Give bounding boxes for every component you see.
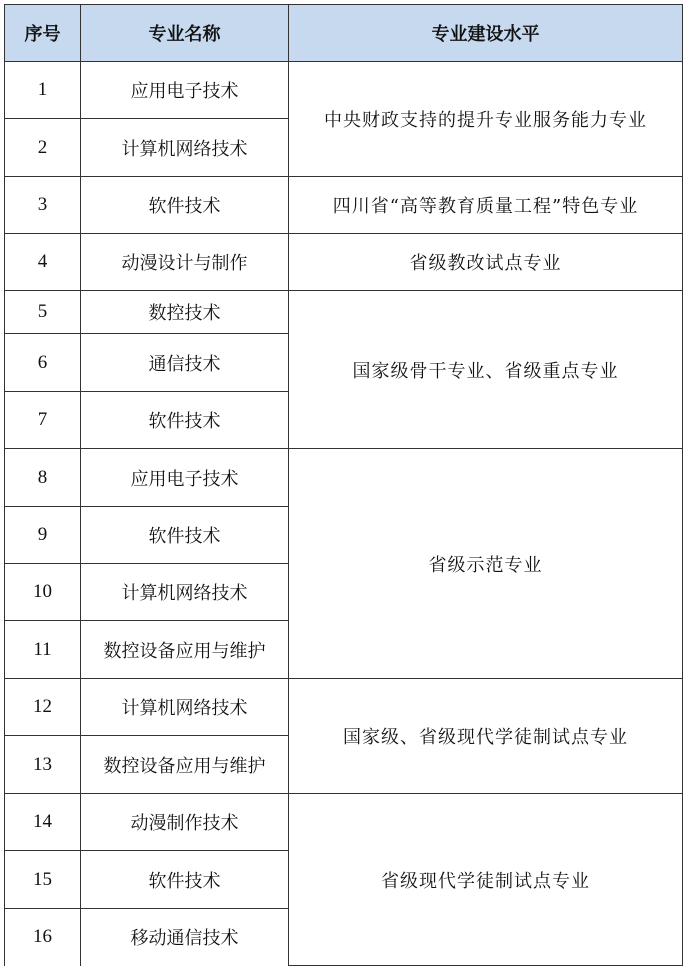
row-major: 数控设备应用与维护 <box>81 621 289 679</box>
table-row <box>5 449 683 507</box>
majors-table <box>4 4 683 966</box>
row-major: 软件技术 <box>81 507 289 564</box>
row-index: 11 <box>5 621 81 679</box>
row-index: 15 <box>5 851 81 909</box>
header-level: 专业建设水平 <box>289 5 683 62</box>
row-index: 4 <box>5 234 81 291</box>
header-index: 序号 <box>5 5 81 62</box>
table-row <box>5 177 683 234</box>
row-level: 中央财政支持的提升专业服务能力专业 <box>289 62 683 177</box>
row-index: 9 <box>5 507 81 564</box>
table-row <box>5 679 683 736</box>
row-major: 数控设备应用与维护 <box>81 736 289 794</box>
row-index: 14 <box>5 794 81 851</box>
row-index: 1 <box>5 62 81 119</box>
row-major: 移动通信技术 <box>81 909 289 966</box>
row-index: 7 <box>5 392 81 449</box>
row-major: 计算机网络技术 <box>81 564 289 621</box>
row-major: 软件技术 <box>81 392 289 449</box>
row-level: 省级教改试点专业 <box>289 234 683 291</box>
row-index: 12 <box>5 679 81 736</box>
row-index: 16 <box>5 909 81 966</box>
row-major: 动漫制作技术 <box>81 794 289 851</box>
row-index: 10 <box>5 564 81 621</box>
row-index: 5 <box>5 291 81 334</box>
row-level: 国家级骨干专业、省级重点专业 <box>289 291 683 449</box>
row-major: 计算机网络技术 <box>81 119 289 177</box>
row-major: 软件技术 <box>81 851 289 909</box>
row-major: 计算机网络技术 <box>81 679 289 736</box>
table-row <box>5 234 683 291</box>
row-level: 省级示范专业 <box>289 449 683 679</box>
row-index: 6 <box>5 334 81 392</box>
row-index: 8 <box>5 449 81 507</box>
row-level: 国家级、省级现代学徒制试点专业 <box>289 679 683 794</box>
row-level: 省级现代学徒制试点专业 <box>289 794 683 966</box>
table-row <box>5 62 683 119</box>
row-major: 动漫设计与制作 <box>81 234 289 291</box>
row-major: 通信技术 <box>81 334 289 392</box>
row-major: 应用电子技术 <box>81 449 289 507</box>
row-major: 数控技术 <box>81 291 289 334</box>
row-level: 四川省“高等教育质量工程”特色专业 <box>289 177 683 234</box>
row-major: 软件技术 <box>81 177 289 234</box>
header-row <box>5 5 683 62</box>
row-index: 3 <box>5 177 81 234</box>
row-index: 13 <box>5 736 81 794</box>
table-row <box>5 291 683 334</box>
header-major: 专业名称 <box>81 5 289 62</box>
row-major: 应用电子技术 <box>81 62 289 119</box>
table-row <box>5 794 683 851</box>
row-index: 2 <box>5 119 81 177</box>
